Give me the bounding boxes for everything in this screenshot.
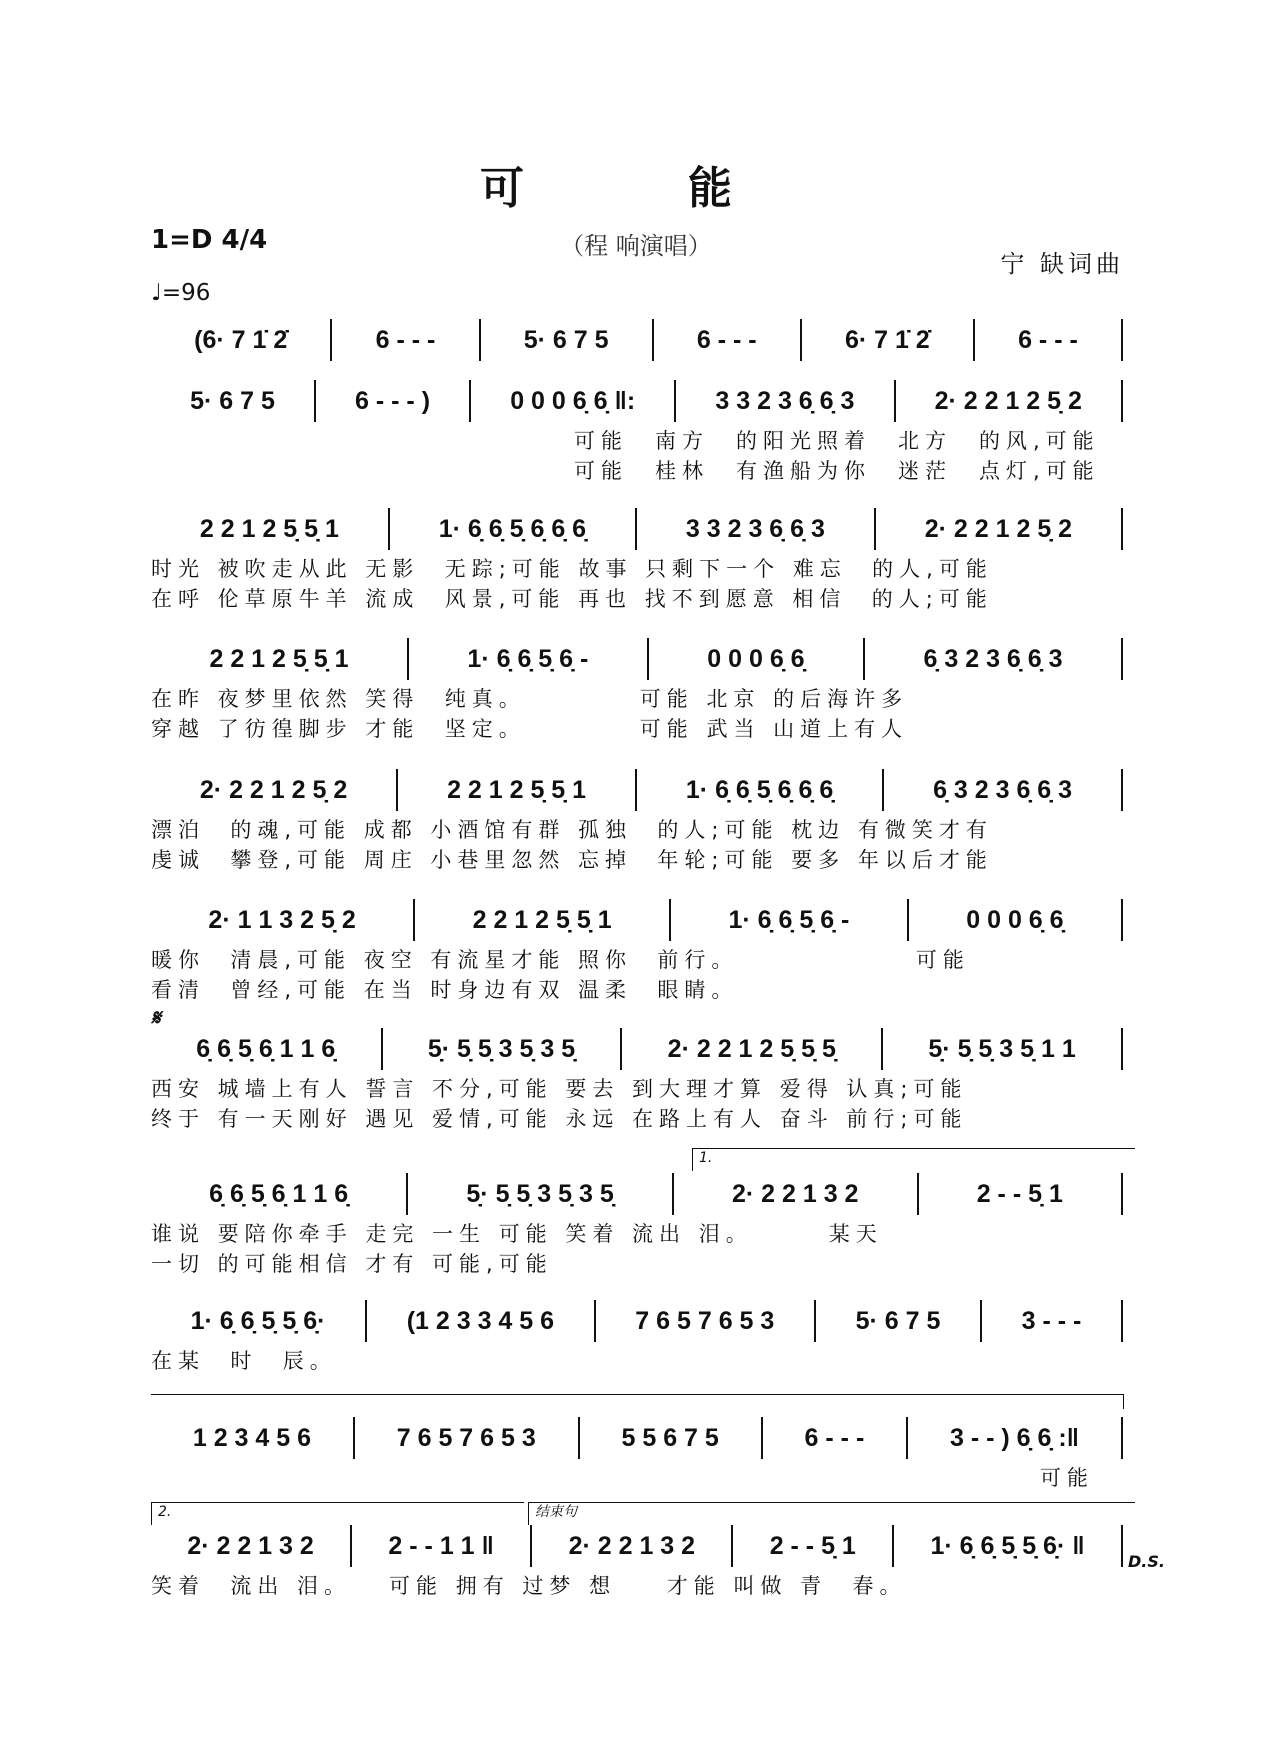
bar-line — [1121, 508, 1123, 550]
measure: 6 - - - — [696, 325, 757, 354]
measure: 2 - - 1 1 ‖ — [388, 1531, 494, 1560]
measure: 2· 2 2 1 2 5̣ 2 — [924, 514, 1073, 543]
measure: 1· 6̣ 6̣ 5̣ 6̣ 6̣ 6̣ — [438, 514, 587, 543]
measure: 5 5 6 7 5 — [621, 1423, 719, 1452]
measure: 1· 6̣ 6̣ 5̣ 6̣ 6̣ 6̣ — [685, 775, 834, 804]
measure: 1· 6̣ 6̣ 5̣ 6̣ - — [728, 905, 850, 934]
bar-line — [1121, 319, 1123, 361]
lyric-line: 虔诚 攀登,可能 周庄 小巷里忽然 忘掉 年轮;可能 要多 年以后才能 — [151, 848, 993, 872]
measure: 2 2 1 2 5̣ 5̣ 1 — [199, 514, 339, 543]
lyric-line: 可能 桂林 有渔船为你 迷茫 点灯,可能 — [574, 459, 1100, 483]
lyric-line: 漂泊 的魂,可能 成都 小酒馆有群 孤独 的人;可能 枕边 有微笑才有 — [151, 818, 993, 842]
repeat-bracket — [151, 1394, 1124, 1409]
measure: 1· 6̣ 6̣ 5̣ 5̣ 6̣· ‖ — [930, 1531, 1085, 1560]
measure: 1 2 3 4 5 6 — [192, 1423, 312, 1452]
measure: (6· 7 1̇ 2̇ — [194, 325, 288, 354]
measure: 6̣ 6̣ 5̣ 6̣ 1 1 6̣ — [196, 1034, 336, 1063]
lyric-line: 可能 — [1040, 1466, 1094, 1490]
score-line — [151, 318, 1123, 362]
ending-label: 结束句 — [528, 1502, 1135, 1525]
measure: 2· 2 2 1 3 2 — [568, 1531, 696, 1560]
measure: 6̣ 3 2 3 6̣ 6̣ 3 — [933, 775, 1073, 804]
lyric-line: 西安 城墙上有人 誓言 不分,可能 要去 到大理才算 爱得 认真;可能 — [151, 1077, 968, 1101]
measure: 1· 6̣ 6̣ 5̣ 6̣ - — [467, 644, 589, 673]
measure: 5̣· 5̣ 5̣ 3 5̣ 3 5̣ — [427, 1034, 576, 1063]
lyric-line: 可能 南方 的阳光照着 北方 的风,可能 — [574, 429, 1100, 453]
ds-mark: D.S. — [1128, 1552, 1165, 1571]
lyric-line: 暖你 清晨,可能 夜空 有流星才能 照你 前行。 可能 — [151, 948, 970, 972]
score-line — [151, 1299, 1123, 1343]
measure: 2 - - 5̣ 1 — [769, 1531, 856, 1560]
measure: 6 - - - — [375, 325, 436, 354]
segno-sign: 𝄋 — [151, 1006, 161, 1031]
measure: (1 2 3 3 4 5 6 — [406, 1306, 555, 1335]
measure: 6 - - - — [1018, 325, 1078, 354]
lyric-line: 看清 曾经,可能 在当 时身边有双 温柔 眼睛。 — [151, 978, 739, 1002]
measure: 6̣ 6̣ 5̣ 6̣ 1 1 6̣ — [209, 1179, 349, 1208]
lyric-line: 在昨 夜梦里依然 笑得 纯真。 可能 北京 的后海许多 — [151, 687, 909, 711]
volta-1: 1. — [692, 1148, 1135, 1171]
score-line — [151, 507, 1123, 551]
lyric-line: 谁说 要陪你牵手 走完 一生 可能 笑着 流出 泪。 某天 — [151, 1222, 883, 1246]
measure: 0 0 0 6̣ 6̣ — [966, 905, 1064, 934]
measure: 7 6 5 7 6 5 3 — [635, 1306, 775, 1335]
lyric-line: 穿越 了彷徨脚步 才能 坚定。 可能 武当 山道上有人 — [151, 717, 909, 741]
measure: 2· 1 1 3 2 5̣ 2 — [208, 905, 356, 934]
measure: 0 0 0 6̣ 6̣ ‖: — [510, 386, 636, 415]
lyric-line: 一切 的可能相信 才有 可能,可能 — [151, 1252, 553, 1276]
measure: 3 - - - — [1021, 1306, 1082, 1335]
measure: 6 - - - — [804, 1423, 865, 1452]
lyric-line: 笑着 流出 泪。 可能 拥有 过梦 想 才能 叫做 青 春。 — [151, 1574, 907, 1598]
score-line — [151, 1524, 1123, 1568]
bar-line — [1121, 1173, 1123, 1215]
measure: 7 6 5 7 6 5 3 — [396, 1423, 536, 1452]
measure: 2· 2 2 1 3 2 — [731, 1179, 859, 1208]
measure: 2 2 1 2 5̣ 5̣ 1 — [209, 644, 349, 673]
measure: 2· 2 2 1 2 5̣ 5̣ 5̣ — [667, 1034, 836, 1063]
measure: 6· 7 1̇ 2̇ — [844, 325, 930, 354]
measure: 2 2 1 2 5̣ 5̣ 1 — [447, 775, 587, 804]
bar-line — [1121, 769, 1123, 811]
bar-line — [1121, 1417, 1123, 1459]
measure: 5̣· 5̣ 5̣ 3 5̣ 3 5̣ — [466, 1179, 614, 1208]
measure: 6 - - - ) — [355, 386, 431, 415]
bar-line — [1121, 380, 1123, 422]
performer: （程 响演唱） — [560, 232, 712, 260]
bar-line — [1121, 638, 1123, 680]
measure: 2 - - 5̣ 1 — [976, 1179, 1063, 1208]
measure: 3 - - ) 6̣ 6̣ :‖ — [950, 1423, 1080, 1452]
song-title: 可 能 — [480, 163, 792, 214]
lyric-line: 时光 被吹走从此 无影 无踪;可能 故事 只剩下一个 难忘 的人,可能 — [151, 557, 993, 581]
composer: 宁 缺词曲 — [1000, 250, 1124, 278]
bar-line — [1121, 1028, 1123, 1070]
lyric-line: 终于 有一天刚好 遇见 爱情,可能 永远 在路上有人 奋斗 前行;可能 — [151, 1107, 968, 1131]
score-line — [151, 768, 1123, 812]
measure: 5· 6 7 5 — [190, 386, 275, 415]
measure: 2· 2 2 1 2 5̣ 2 — [934, 386, 1082, 415]
score-line — [151, 637, 1123, 681]
score-line — [151, 379, 1123, 423]
measure: 0 0 0 6̣ 6̣ — [707, 644, 805, 673]
score-line — [151, 898, 1123, 942]
tempo-mark: ♩=96 — [151, 280, 211, 306]
score-line — [151, 1027, 1123, 1071]
bar-line — [1121, 1300, 1123, 1342]
bar-line — [1121, 1525, 1123, 1567]
measure: 3 3 2 3 6̣ 6̣ 3 — [715, 386, 855, 415]
lyric-line: 在呼 伦草原牛羊 流成 风景,可能 再也 找不到愿意 相信 的人;可能 — [151, 587, 993, 611]
volta-2: 2. — [151, 1502, 524, 1525]
measure: 2· 2 2 1 3 2 — [187, 1531, 314, 1560]
bar-line — [1121, 899, 1123, 941]
measure: 1· 6̣ 6̣ 5̣ 5̣ 6̣· — [190, 1306, 326, 1335]
measure: 3 3 2 3 6̣ 6̣ 3 — [685, 514, 825, 543]
measure: 5· 6 7 5 — [523, 325, 609, 354]
measure: 2· 2 2 1 2 5̣ 2 — [199, 775, 348, 804]
measure: 2 2 1 2 5̣ 5̣ 1 — [472, 905, 612, 934]
score-line — [151, 1416, 1123, 1460]
score-line — [151, 1172, 1123, 1216]
key-signature: 1=D 4/4 — [151, 225, 268, 255]
measure: 6̣ 3 2 3 6̣ 6̣ 3 — [923, 644, 1063, 673]
lyric-line: 在某 时 辰。 — [151, 1349, 337, 1373]
measure: 5· 6 7 5 — [855, 1306, 941, 1335]
measure: 5̣· 5̣ 5̣ 3 5̣ 1 1 — [928, 1034, 1076, 1063]
